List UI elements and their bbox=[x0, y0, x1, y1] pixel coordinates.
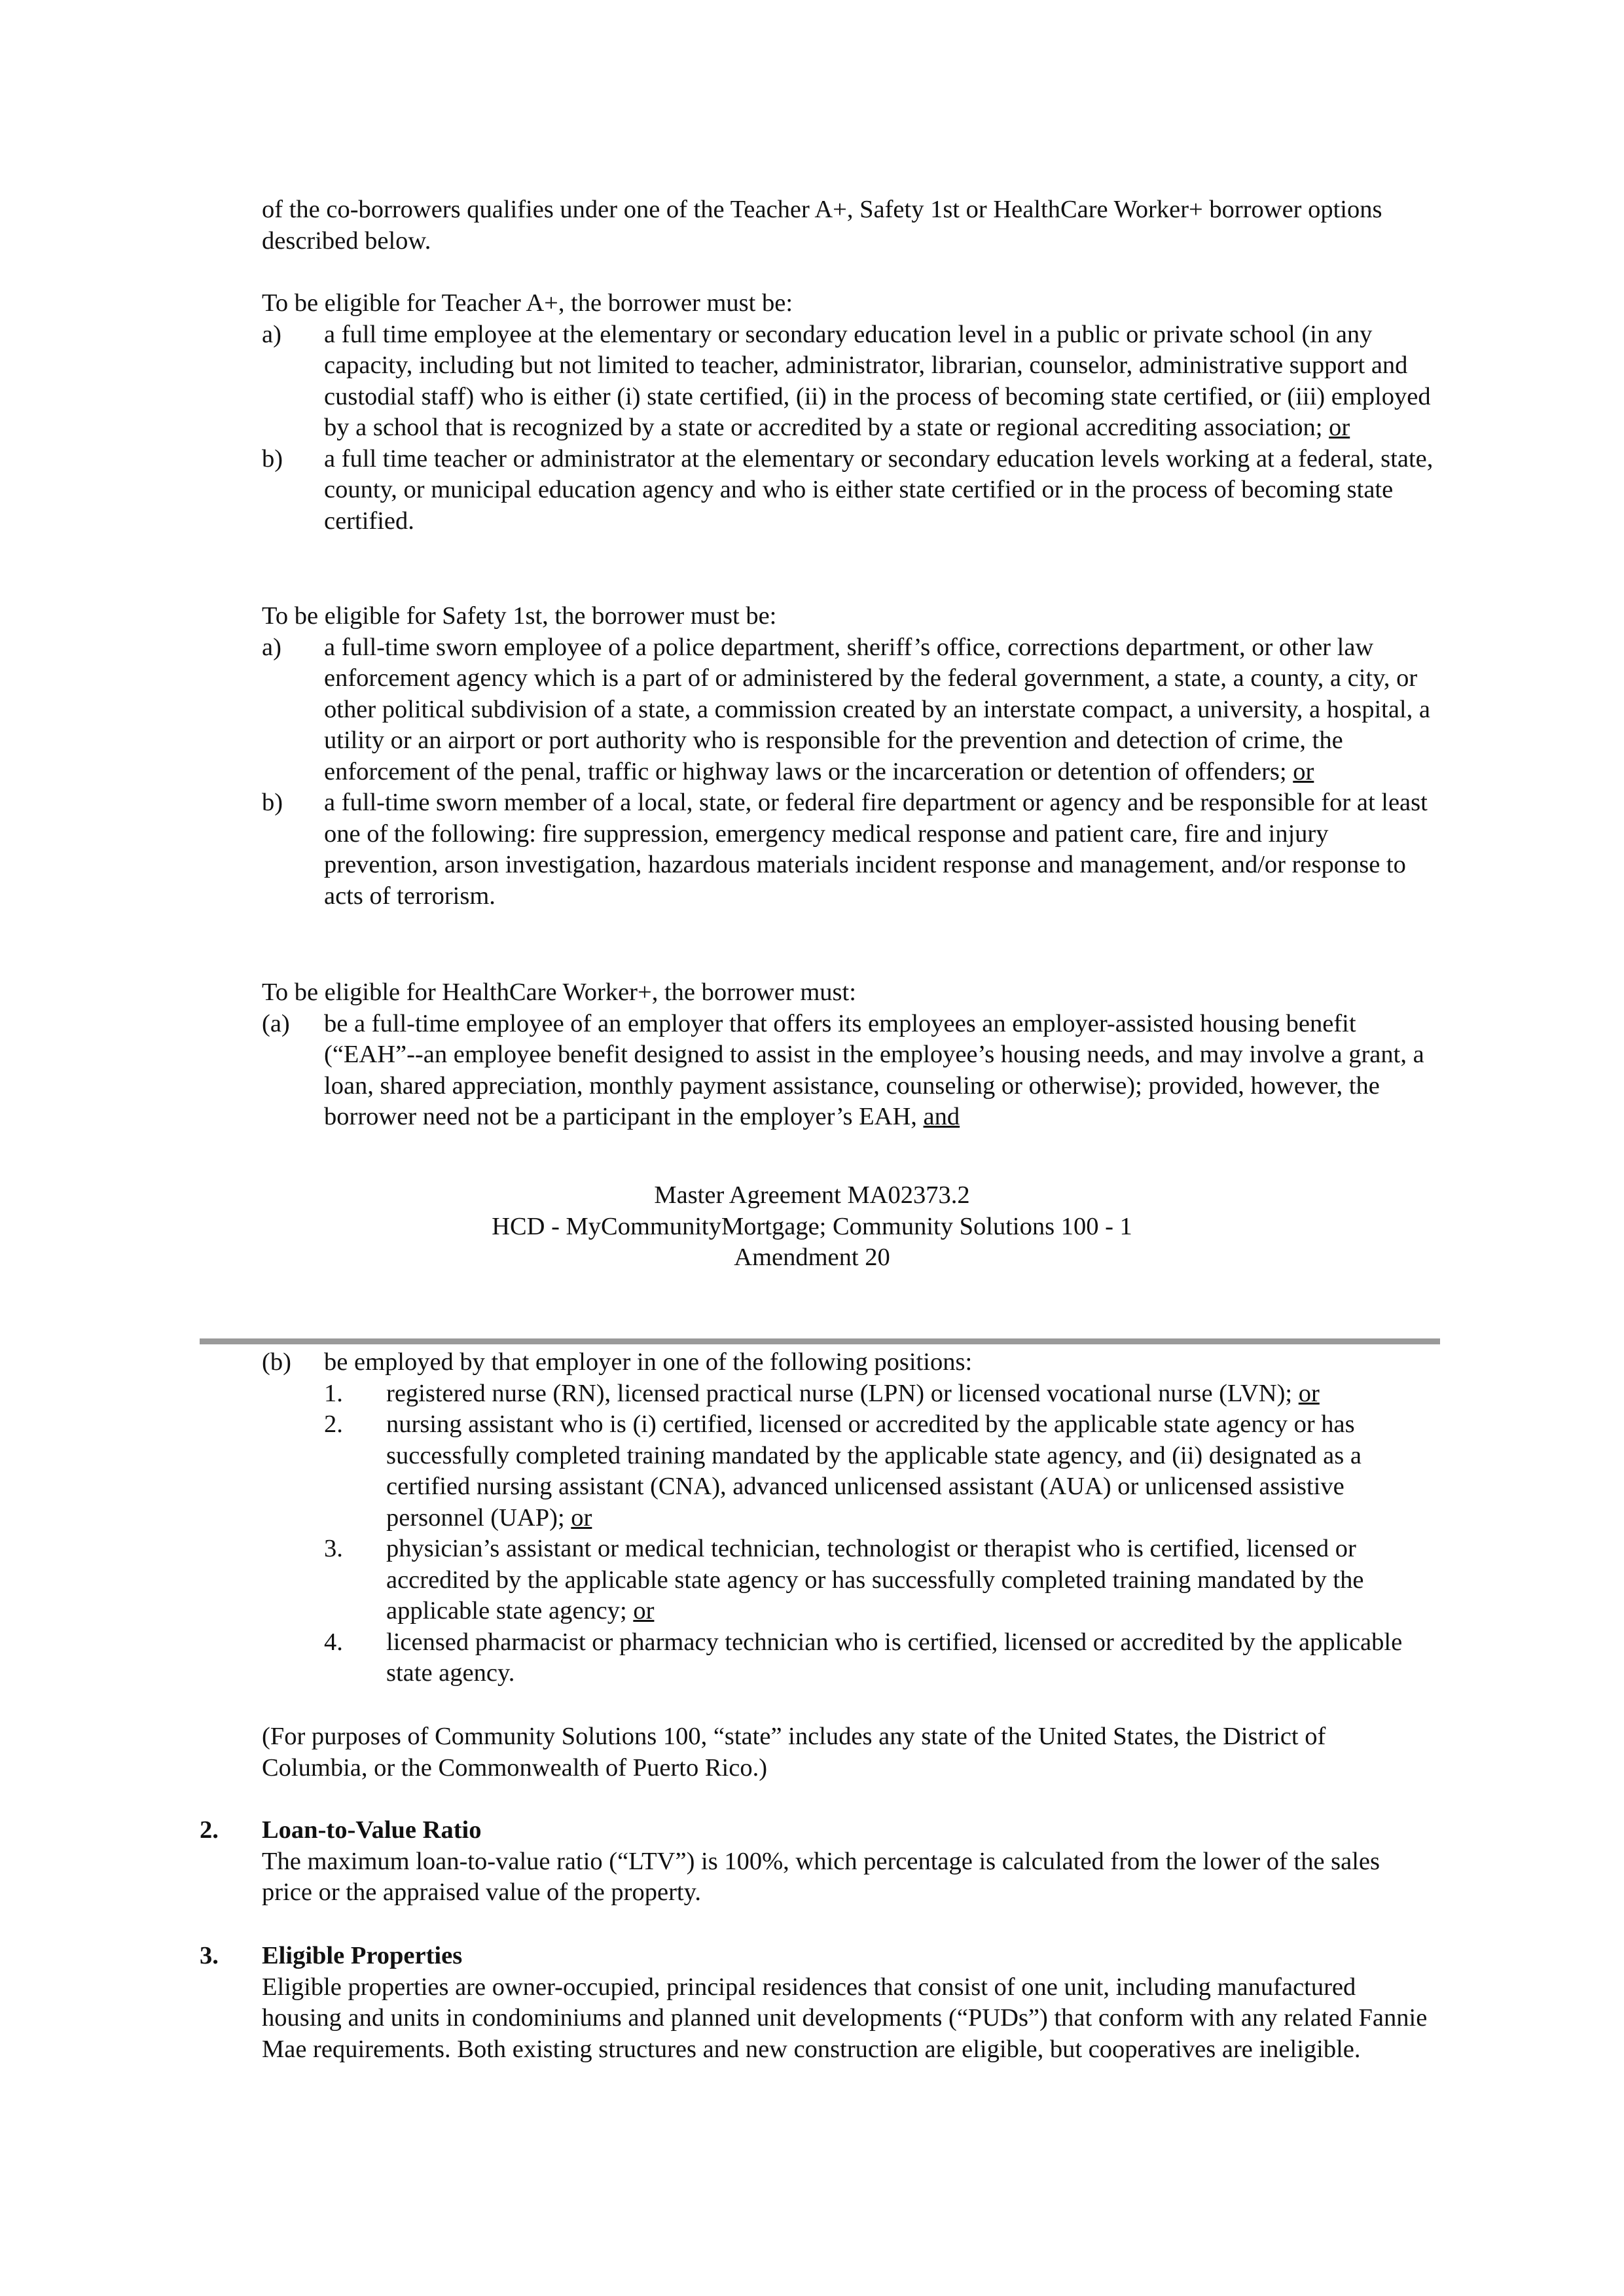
item-label: 1. bbox=[324, 1379, 343, 1407]
list-item bbox=[262, 1009, 1434, 1133]
item-text: licensed pharmacist or pharmacy technician who is certified, licensed or accredited by the applicable state agency. bbox=[386, 1628, 1403, 1687]
item-label: 4. bbox=[324, 1628, 343, 1656]
item-text: a full-time sworn member of a local, state, or federal fire department or agency and be responsible for at least one of the following: fire suppression, emergency medical response and patient care, fire and injury prevention, arson investigation, hazardous materials incident response and management, and/or response to acts of terrorism. bbox=[324, 789, 1428, 910]
item-label: b) bbox=[262, 789, 283, 816]
list-item bbox=[262, 1347, 1434, 1689]
item-label: a) bbox=[262, 320, 281, 348]
section-number: 3. bbox=[200, 1942, 219, 1969]
state-definition-note: (For purposes of Community Solutions 100, “state” includes any state of the United States, the District of Columbia, or the Commonwealth of Puerto Rico.) bbox=[262, 1723, 1326, 1782]
section-text: Eligible properties are owner-occupied, principal residences that consist of one unit, including manufactured housing and units in condominiums and planned unit developments (“PUDs”) that conform with any related Fannie Mae requirements. Both existing structures and new construction are eligible, but cooperatives are ineligible. bbox=[262, 1973, 1428, 2063]
item-text: a full-time sworn employee of a police department, sheriff’s office, corrections department, or other law enforcement agency which is a part of or administered by the federal government, a state, a county, a city, or other political subdivision of a state, a commission created by an interstate compact, a university, a hospital, a utility or an airport or port authority who is responsible for the prevention and detection of crime, the enforcement of the penal, traffic or highway laws or the incarceration or detention of offenders; bbox=[324, 633, 1430, 785]
healthcare-section bbox=[262, 977, 1434, 1133]
page-footer bbox=[0, 1180, 1624, 1274]
item-label: (a) bbox=[262, 1009, 290, 1037]
item-text: nursing assistant who is (i) certified, licensed or accredited by the applicable state agency or has successfully completed training mandated by the applicable state agency, and (ii) designated as a certified nursing assistant (CNA), advanced unlicensed assistant (AUA) or unlicensed assistive personnel (UAP); bbox=[386, 1410, 1362, 1532]
teacher-section bbox=[262, 288, 1434, 537]
section-title: Loan-to-Value Ratio bbox=[262, 1816, 482, 1844]
item-label: a) bbox=[262, 633, 281, 661]
section-text: The maximum loan-to-value ratio (“LTV”) is 100%, which percentage is calculated from the lower of the sales price or the appraised value of the property. bbox=[262, 1847, 1380, 1906]
list-item bbox=[324, 1534, 1434, 1627]
list-item bbox=[324, 1409, 1434, 1534]
item-text: registered nurse (RN), licensed practical nurse (LPN) or licensed vocational nurse (LVN); bbox=[386, 1379, 1293, 1407]
conjunction: and bbox=[923, 1103, 960, 1130]
intro-paragraph: of the co-borrowers qualifies under one of the Teacher A+, Safety 1st or HealthCare Worker+ borrower options described below. bbox=[262, 196, 1382, 255]
item-label: b) bbox=[262, 444, 283, 473]
footer-program: HCD - MyCommunityMortgage; Community Solutions 100 - 1 bbox=[492, 1212, 1132, 1240]
teacher-heading: To be eligible for Teacher A+, the borrower must be: bbox=[262, 289, 793, 317]
section-loan-to-value bbox=[200, 1815, 1434, 1909]
safety-section bbox=[262, 601, 1434, 912]
list-item bbox=[324, 1378, 1434, 1410]
page-divider bbox=[200, 1338, 1440, 1344]
item-text: physician’s assistant or medical technician, technologist or therapist who is certified, licensed or accredited by the applicable state agency or has successfully completed training mandated by the applicable state agency; bbox=[386, 1535, 1364, 1624]
footer-amendment: Amendment 20 bbox=[734, 1244, 890, 1271]
conjunction: or bbox=[1298, 1379, 1320, 1407]
safety-heading: To be eligible for Safety 1st, the borrower must be: bbox=[262, 602, 777, 630]
item-text: be employed by that employer in one of the following positions: bbox=[324, 1348, 973, 1376]
footer-agreement: Master Agreement MA02373.2 bbox=[654, 1181, 970, 1209]
item-text: a full time employee at the elementary or secondary education level in a public or private school (in any capacity, including but not limited to teacher, administrator, librarian, counselor, administrative support and custodial staff) who is either (i) state certified, (ii) in the process of becoming state certified, or (iii) employed by a school that is recognized by a state or accredited by a state or regional accrediting association; bbox=[324, 320, 1431, 441]
section-title: Eligible Properties bbox=[262, 1942, 463, 1969]
item-label: (b) bbox=[262, 1348, 291, 1376]
healthcare-heading: To be eligible for HealthCare Worker+, the borrower must: bbox=[262, 978, 856, 1006]
healthcare-continued bbox=[262, 1347, 1434, 1689]
item-label: 2. bbox=[324, 1410, 343, 1438]
conjunction: or bbox=[1329, 414, 1350, 441]
list-item bbox=[262, 632, 1434, 788]
item-label: 3. bbox=[324, 1535, 343, 1562]
conjunction: or bbox=[571, 1503, 592, 1532]
item-text: a full time teacher or administrator at the elementary or secondary education levels working at a federal, state, county, or municipal education agency and who is either state certified or in the process of becoming state certified. bbox=[324, 444, 1434, 535]
section-eligible-properties bbox=[200, 1941, 1434, 2065]
list-item bbox=[262, 787, 1434, 912]
list-item bbox=[262, 444, 1434, 537]
conjunction: or bbox=[633, 1597, 655, 1624]
conjunction: or bbox=[1293, 757, 1314, 785]
list-item bbox=[324, 1627, 1434, 1689]
positions-list bbox=[324, 1378, 1434, 1689]
list-item bbox=[262, 319, 1434, 444]
section-number: 2. bbox=[200, 1816, 219, 1844]
item-text: be a full-time employee of an employer that offers its employees an employer-assisted housing benefit (“EAH”--an employee benefit designed to assist in the employee’s housing needs, and may involve a grant, a loan, shared appreciation, monthly payment assistance, counseling or otherwise); provided, however, the borrower need not be a participant in the employer’s EAH, bbox=[324, 1009, 1424, 1130]
